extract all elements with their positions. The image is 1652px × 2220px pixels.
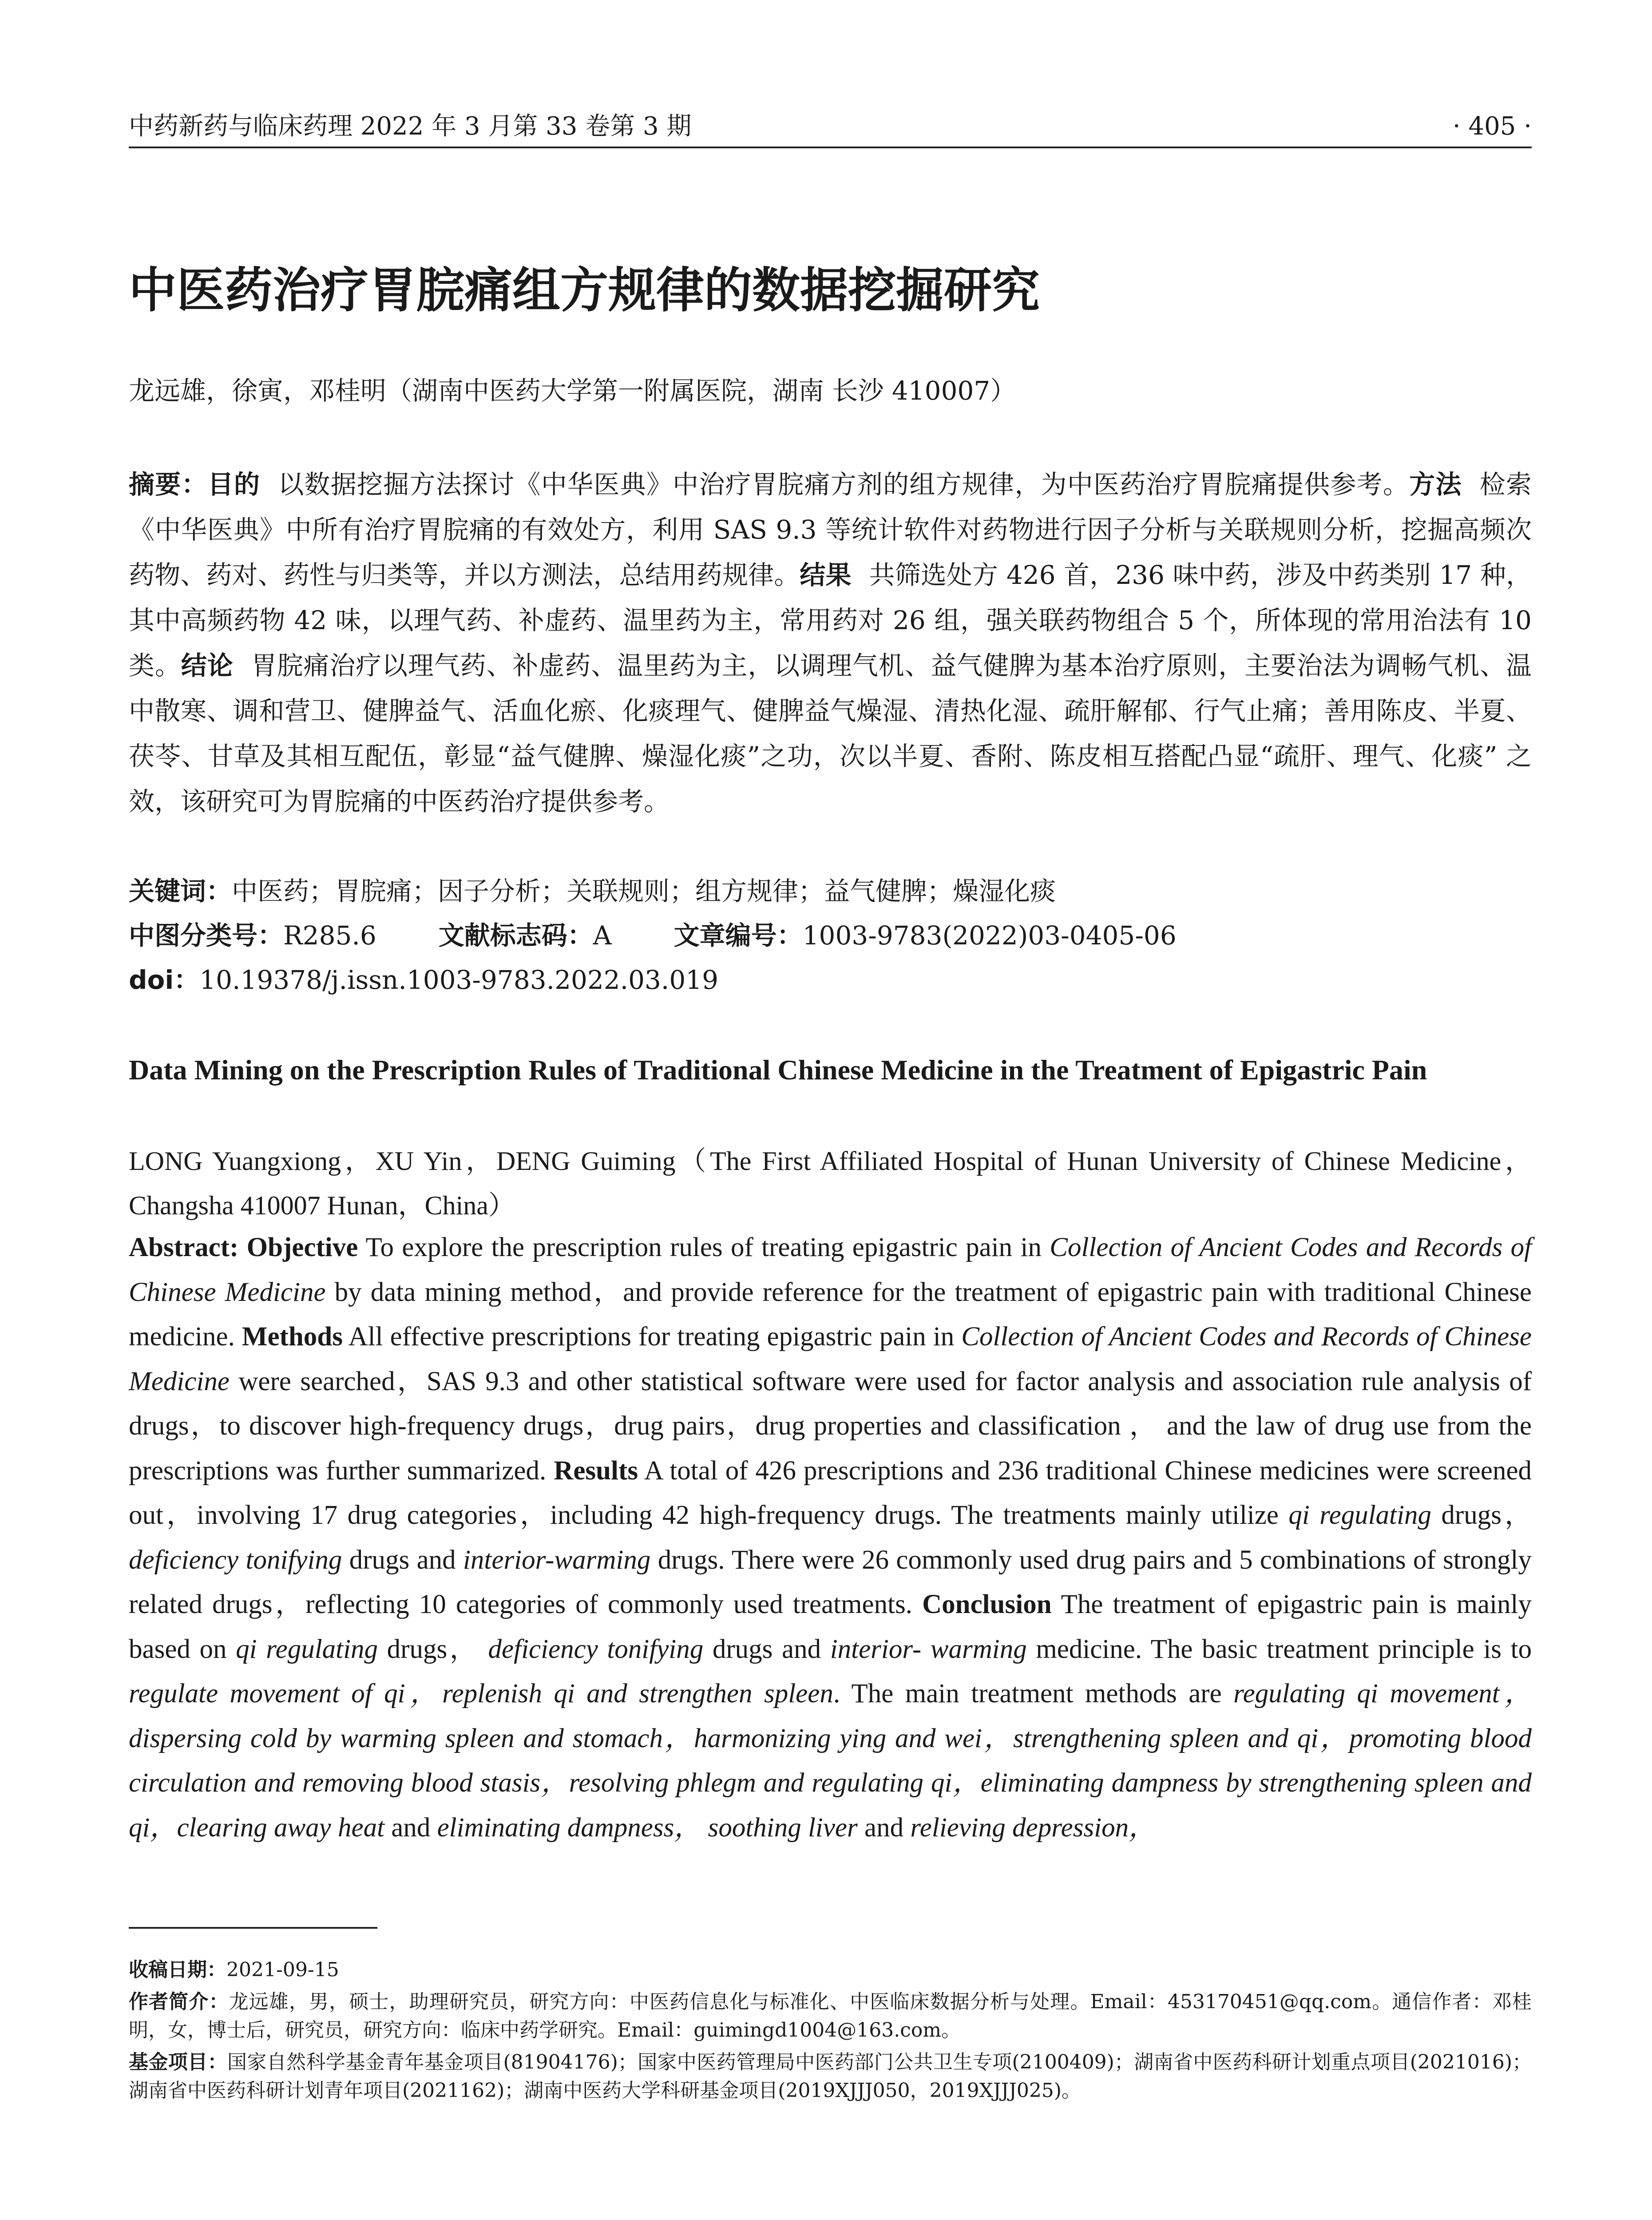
footnote-divider	[129, 1927, 377, 1929]
author-bio-label: 作者简介：	[129, 1990, 229, 2013]
author-bio-note	[129, 1988, 1532, 2045]
qi-regulating-term-1: qi regulating	[1288, 1500, 1432, 1530]
conclusion-label: 结论	[181, 650, 234, 681]
doi-value: 10.19378/j.issn.1003-9783.2022.03.019	[199, 965, 719, 995]
abstract-label: 摘要：	[129, 469, 208, 500]
running-header	[129, 107, 1532, 148]
objective-en-text-2: by data mining method，and provide reference for the treatment of epigastric pain with traditional Chinese medicine.	[129, 1277, 1532, 1352]
conclusion-text: 胃脘痛治疗以理气药、补虚药、温里药为主，以调理气机、益气健脾为基本治疗原则，主要治法为调畅气机、温中散寒、调和营卫、健脾益气、活血化瘀、化痰理气、健脾益气燥湿、清热化湿、疏肝解郁、行气止痛；善用陈皮、半夏、茯苓、甘草及其相互配伍，彰显“益气健脾、燥湿化痰”之功，次以半夏、香附、陈皮相互搭配凸显“疏肝、理气、化痰” 之效，该研究可为胃脘痛的中医药治疗提供参考。	[129, 650, 1532, 817]
page-number: · 405 ·	[1452, 112, 1532, 141]
chinese-title: 中医药治疗胃脘痛组方规律的数据挖掘研究	[129, 263, 1040, 318]
objective-en-label: Objective	[246, 1233, 358, 1262]
english-abstract	[129, 1225, 1532, 1850]
funding-note	[129, 2048, 1532, 2105]
source-title-1: Collection of Ancient Codes and Records of Chinese Medicine	[129, 1233, 1532, 1307]
chinese-abstract	[129, 462, 1532, 824]
methods-text: 检索《中华医典》中所有治疗胃脘痛的有效处方，利用 SAS 9.3 等统计软件对药物进行因子分析与关联规则分析，挖掘高频次药物、药对、药性与归类等，并以方测法，总结用药规律。	[129, 469, 1532, 590]
abstract-en-label: Abstract:	[129, 1233, 239, 1262]
qi-regulating-term-2: qi regulating	[236, 1634, 378, 1664]
keywords-text: 中医药；胃脘痛；因子分析；关联规则；组方规律；益气健脾；燥湿化痰	[232, 876, 1056, 906]
methods-en-text-1: All effective prescriptions for treating epigastric pain in	[348, 1322, 955, 1352]
article-number-value: 1003-9783(2022)03-0405-06	[802, 920, 1177, 951]
methods-en-text-2: were searched，SAS 9.3 and other statistical software were used for factor analysis and association rule analysis of drugs，to discover high-frequency drugs，drug pairs，drug properties and classification ， and the law of drug use from the prescriptions was further summarized.	[129, 1366, 1532, 1486]
english-authors: LONG Yuangxiong，XU Yin，DENG Guiming（The First Affiliated Hospital of Hunan University of Chinese Medicine，Changsha 410007 Hunan，China）	[129, 1146, 1532, 1220]
drugs-comma-2: drugs，	[387, 1634, 479, 1664]
interior-warming-term-1: interior-warming	[463, 1545, 651, 1575]
results-en-text-2: drugs. There were 26 commonly used drug pairs and 5 combinations of strongly related drugs，reflecting 10 categories of commonly used treatments.	[129, 1545, 1532, 1619]
results-label: 结果	[800, 560, 852, 590]
received-value: 2021-09-15	[226, 1958, 339, 1981]
chinese-authors: 龙远雄，徐寅，邓桂明（湖南中医药大学第一附属医院，湖南 长沙 410007）	[129, 376, 1016, 406]
clc-label: 中图分类号：	[129, 920, 284, 951]
doi-line	[129, 959, 1532, 1001]
relieving-depression-term: relieving depression，	[910, 1812, 1156, 1843]
keywords-label: 关键词：	[129, 876, 232, 906]
conclusion-en-text-3: . The main treatment methods are	[833, 1679, 1222, 1709]
drugs-and-1: drugs and	[349, 1545, 456, 1575]
drugs-comma-1: drugs，	[1441, 1500, 1532, 1530]
methods-en-label: Methods	[242, 1322, 343, 1352]
soothing-liver-term: soothing liver	[708, 1812, 858, 1843]
treatment-methods-list: regulating qi movement，dispersing cold by warming spleen and stomach，harmonizing ying and wei，strengthening spleen and qi，promoting blood circulation and removing blood stasis，resolving phlegm and regulating qi，eliminating dampness by strengthening spleen and qi，clearing away heat	[129, 1679, 1532, 1843]
deficiency-tonifying-term-1: deficiency tonifying	[129, 1545, 342, 1575]
deficiency-tonifying-term-2: deficiency tonifying	[488, 1634, 704, 1664]
doc-code-label: 文献标志码：	[438, 920, 593, 951]
conclusion-en-label: Conclusion	[922, 1590, 1052, 1619]
funding-text: 国家自然科学基金青年基金项目(81904176)；国家中医药管理局中医药部门公共卫生专项(2100409)；湖南省中医药科研计划重点项目(2021016)；湖南省中医药科研计划青年项目(2021162)；湖南中医药大学科研基金项目(2019XJJJ050，2019XJJJ025)。	[129, 2051, 1532, 2102]
treatment-principle: regulate movement of qi，replenish qi and strengthen spleen	[129, 1679, 833, 1709]
conclusion-en-text-1: The treatment of epigastric pain is mainly based on	[129, 1590, 1532, 1664]
source-title-2: Collection of Ancient Codes and Records of Chinese Medicine	[129, 1322, 1532, 1396]
objective-en-text-1: To explore the prescription rules of treating epigastric pain in	[365, 1233, 1042, 1262]
classification-line	[129, 915, 1532, 957]
eliminating-dampness-term: eliminating dampness，	[437, 1812, 701, 1843]
results-en-text-1: A total of 426 prescriptions and 236 traditional Chinese medicines were screened out，involving 17 drug categories，including 42 high-frequency drugs. The treatments mainly utilize	[129, 1455, 1532, 1530]
journal-citation: 中药新药与临床药理 2022 年 3 月第 33 卷第 3 期	[129, 112, 692, 141]
results-en-label: Results	[554, 1455, 638, 1486]
methods-label: 方法	[1409, 469, 1462, 500]
results-text: 共筛选处方 426 首，236 味中药，涉及中药类别 17 种，其中高频药物 42 味，以理气药、补虚药、温里药为主，常用药对 26 组，强关联药物组合 5 个，所体现的常用治法有 10 类。	[129, 560, 1532, 681]
clc-value: R285.6	[283, 920, 376, 951]
funding-label: 基金项目：	[129, 2051, 227, 2073]
objective-text: 以数据挖掘方法探讨《中华医典》中治疗胃脘痛方剂的组方规律，为中医药治疗胃脘痛提供参考。	[278, 469, 1410, 500]
article-number-label: 文章编号：	[673, 920, 803, 951]
drugs-and-2: drugs and	[712, 1634, 821, 1664]
and-word-1: and	[391, 1812, 431, 1843]
conclusion-en-text-2: medicine. The basic treatment principle is to	[1036, 1634, 1532, 1664]
received-label: 收稿日期：	[129, 1958, 226, 1981]
interior-warming-term-2: interior- warming	[830, 1634, 1027, 1664]
footnotes	[129, 1956, 1532, 2109]
received-date-note	[129, 1956, 1532, 1984]
doc-code-value: A	[593, 920, 612, 951]
english-title: Data Mining on the Prescription Rules of Traditional Chinese Medicine in the Treatment of Epigastric Pain	[129, 1054, 1427, 1086]
objective-label: 目的	[207, 469, 261, 500]
and-word-2: and	[864, 1812, 904, 1843]
keywords-line	[129, 870, 1532, 912]
doi-label: doi：	[129, 965, 200, 995]
author-bio-text: 龙远雄，男，硕士，助理研究员，研究方向：中医药信息化与标准化、中医临床数据分析与处理。Email：453170451@qq.com。通信作者：邓桂明，女，博士后，研究员，研究方向：临床中药学研究。Email：guimingd1004@163.com。	[129, 1990, 1532, 2042]
paper-page	[129, 0, 1532, 2220]
